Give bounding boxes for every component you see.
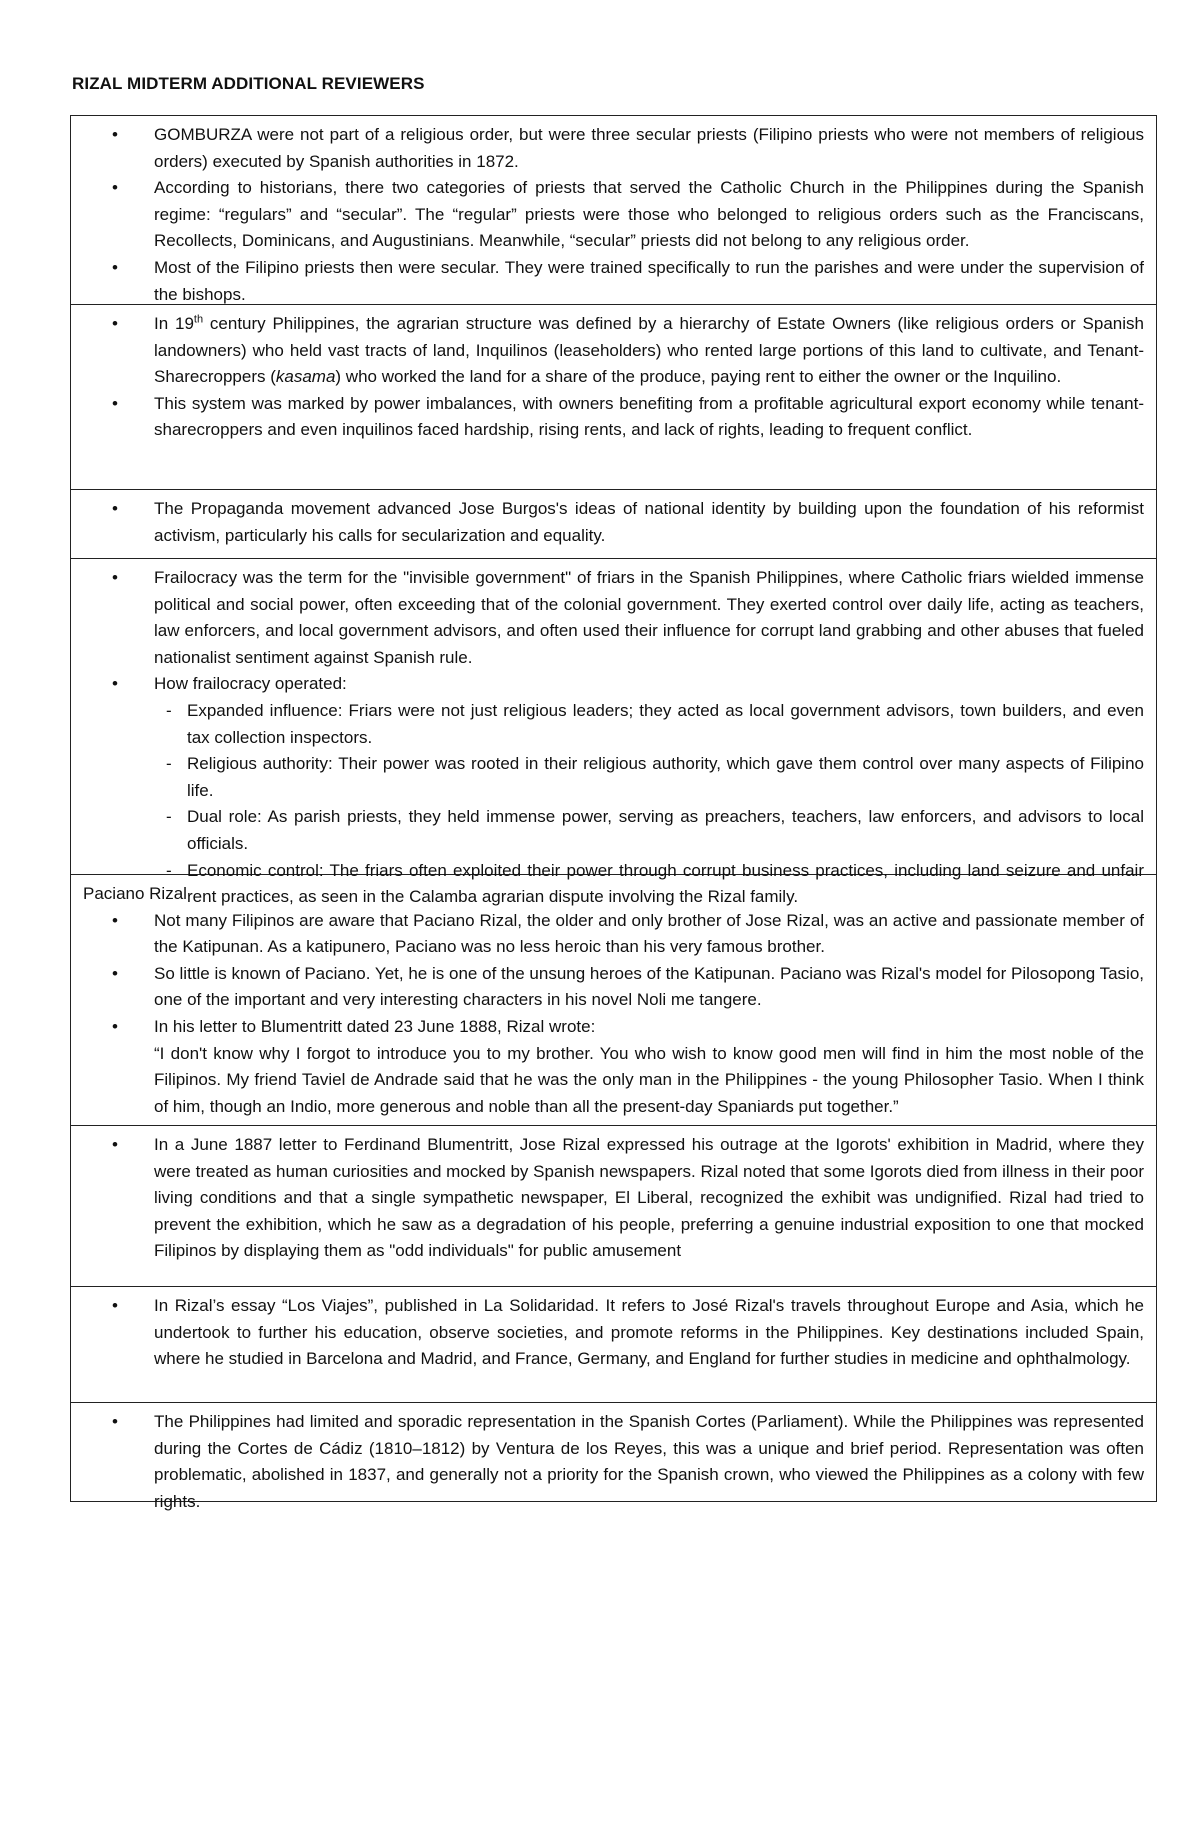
text-run: century Philippines, the agrarian structure was defined by a hierarchy of Estate Owners (like religious orders or Spanish landowners) who held vast tracts of land, Inquilinos (leaseholders) who rented large portions of this land to cultivate, and Tenant-Sharecroppers ( [154,314,1144,387]
list-item: • In Rizal’s essay “Los Viajes”, published in La Solidaridad. It refers to José Rizal's travels throughout Europe and Asia, which he undertook to further his education, observe societies, and promote reforms in the Philippines. Key destinations included Spain, where he studied in Barcelona and Madrid, and France, Germany, and England for further studies in medicine and ophthalmology. [83,1293,1144,1373]
bullet-list [83,496,1144,549]
text-run: In 19 [154,314,194,333]
list-item: - Religious authority: Their power was rooted in their religious authority, which gave them control over many aspects of Filipino life. [83,751,1144,804]
reviewer-table [70,115,1157,1511]
bullet-list [83,311,1144,444]
bullet-list [83,1409,1144,1515]
italic-term: kasama [275,367,336,387]
bullet-list [83,1132,1144,1265]
text-run: ) who worked the land for a share of the produce, paying rent to either the owner or the Inquilino. [335,367,1062,387]
list-item: - Expanded influence: Friars were not just religious leaders; they acted as local government advisors, town builders, and even tax collection inspectors. [83,698,1144,751]
cell-agrarian [71,305,1156,490]
list-item: - Dual role: As parish priests, they held immense power, serving as preachers, teachers, law enforcers, and advisors to local officials. [83,804,1144,857]
bullet-list [83,1293,1144,1373]
list-item [83,1014,1144,1120]
cell-viajes [71,1287,1156,1403]
bullet-list [83,908,1144,1121]
list-item [83,311,1144,391]
list-item: - Economic control: The friars often exploited their power through corrupt business practices, including land seizure and unfair rent practices, as seen in the Calamba agrarian dispute involving the Rizal family. [83,858,1144,911]
list-item: • The Propaganda movement advanced Jose Burgos's ideas of national identity by building upon the foundation of his reformist activism, particularly his calls for secularization and equality. [83,496,1144,549]
list-item: • According to historians, there two categories of priests that served the Catholic Church in the Philippines during the Spanish regime: “regulars” and “secular”. The “regular” priests were those who belonged to religious orders such as the Franciscans, Recollects, Dominicans, and Augustinians. Meanwhile, “secular” priests did not belong to any religious order. [83,175,1144,255]
list-item: • Frailocracy was the term for the "invisible government" of friars in the Spanish Philippines, where Catholic friars wielded immense political and social power, often exceeding that of the colonial government. They exerted control over daily life, acting as teachers, law enforcers, and local government advisors, and often used their influence for corrupt land grabbing and other abuses that fueled nationalist sentiment against Spanish rule. [83,565,1144,671]
bullet-list [83,565,1144,698]
cell-propaganda [71,490,1156,559]
list-item: • The Philippines had limited and sporadic representation in the Spanish Cortes (Parliament). While the Philippines was represented during the Cortes de Cádiz (1810–1812) by Ventura de los Reyes, this was a unique and brief period. Representation was often problematic, abolished in 1837, and generally not a priority for the Spanish crown, who viewed the Philippines as a colony with few rights. [83,1409,1144,1515]
page-title: RIZAL MIDTERM ADDITIONAL REVIEWERS [72,74,425,93]
list-item: • Most of the Filipino priests then were secular. They were trained specifically to run the parishes and were under the supervision of the bishops. [83,255,1144,308]
cell-igorots [71,1126,1156,1287]
list-item: • In a June 1887 letter to Ferdinand Blumentritt, Jose Rizal expressed his outrage at the Igorots' exhibition in Madrid, where they were treated as human curiosities and mocked by Spanish newspapers. Rizal noted that some Igorots died from illness in their poor living conditions and that a single sympathetic newspaper, El Liberal, recognized the exhibit was undignified. Rizal had tried to prevent the exhibition, which he saw as a degradation of his people, preferring a genuine industrial exposition to one that mocked Filipinos by displaying them as "odd individuals" for public amusement [83,1132,1144,1265]
cell-paciano [71,875,1156,1126]
list-item: • This system was marked by power imbalances, with owners benefiting from a profitable agricultural export economy while tenant-sharecroppers and even inquilinos faced hardship, rising rents, and lack of rights, leading to frequent conflict. [83,391,1144,444]
cell-cortes [71,1403,1156,1511]
bullet-list [83,122,1144,308]
superscript: th [193,313,204,326]
quotation: “I don't know why I forgot to introduce you to my brother. You who wish to know good men will find in him the most noble of the Filipinos. My friend Taviel de Andrade said that he was the only man in the Philippines - the young Philosopher Tasio. When I think of him, though an Indio, more generous and noble than all the present-day Spaniards put together.” [154,1043,1144,1116]
text-run: • In his letter to Blumentritt dated 23 June 1888, Rizal wrote: [154,1016,596,1036]
dash-list [83,698,1144,911]
list-item: • How frailocracy operated: [83,671,1144,698]
section-label: Paciano Rizal [83,884,187,903]
list-item: • So little is known of Paciano. Yet, he is one of the unsung heroes of the Katipunan. Paciano was Rizal's model for Pilosopong Tasio, one of the important and very interesting characters in his novel Noli me tangere. [83,961,1144,1014]
cell-gomburza [71,116,1156,305]
list-item: • Not many Filipinos are aware that Paciano Rizal, the older and only brother of Jose Rizal, was an active and passionate member of the Katipunan. As a katipunero, Paciano was no less heroic than his very famous brother. [83,908,1144,961]
list-item: • GOMBURZA were not part of a religious order, but were three secular priests (Filipino priests who were not members of religious orders) executed by Spanish authorities in 1872. [83,122,1144,175]
